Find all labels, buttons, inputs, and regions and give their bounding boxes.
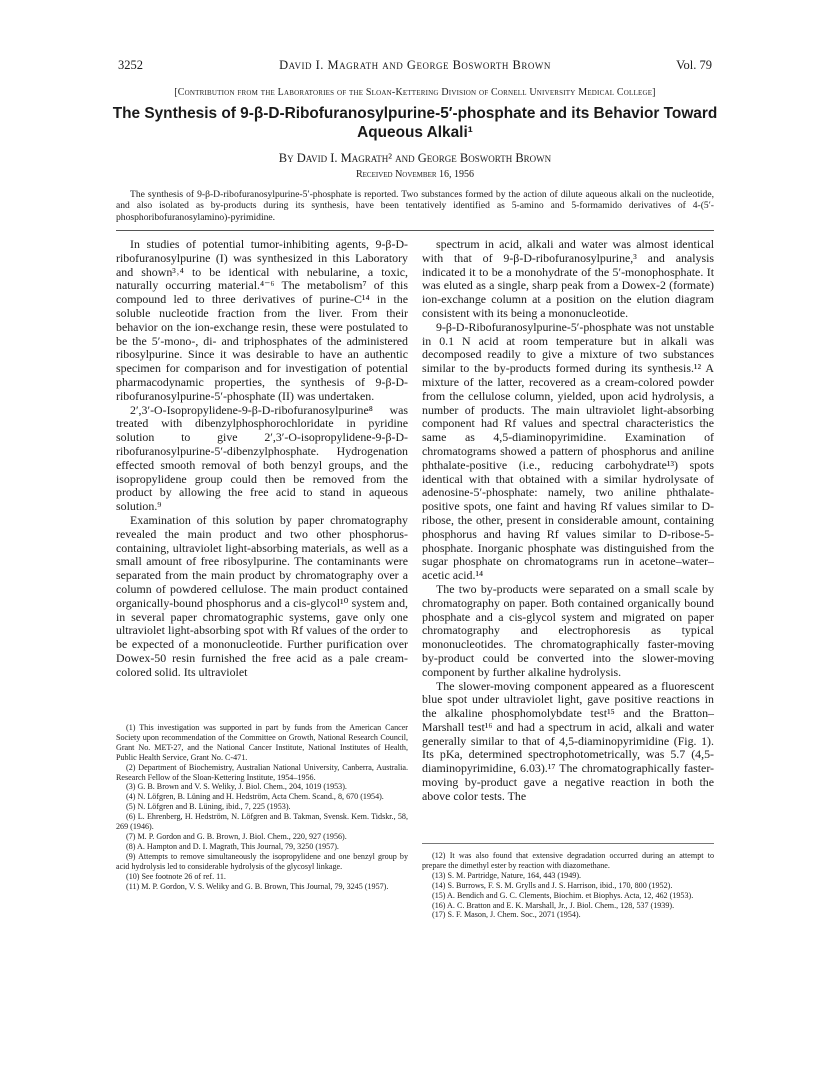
footnote: (13) S. M. Partridge, Nature, 164, 443 (1949). — [432, 870, 582, 880]
body-column-left — [116, 238, 408, 680]
footnote: (5) N. Löfgren and B. Lüning, ibid., 7, 225 (1953). — [126, 802, 291, 812]
footnote: (10) See footnote 26 of ref. 11. — [126, 871, 226, 881]
body-paragraph: 9-β-D-Ribofuranosylpurine-5′-phosphate was not unstable in 0.1 N acid at room temperature but in alkali was decomposed readily to give a mixture of two substances similar to the by-products formed during its synthesis.¹² A mixture of the latter, recovered as a cream-colored powder from the cellulose column, yielded, upon acid hydrolysis, a number of products. The main ultraviolet light-absorbing component had Rf values and spectral characteristics the same as 4,5-diaminopyrimidine. Examination of chromatograms showed a pattern of phosphorus and aniline phthalate-positive (i.e., reducing carbohydrate¹³) spots identical with that obtained with a similar hydrolysate of adenosine-5′-phosphate: namely, two aniline phthalate-positive spots, one faint and having Rf values similar to D-ribose, the other, present in considerable amount, containing phosphorus and having Rf values similar to D-ribose-5-phosphate. Inorganic phosphate was distinguished from the sugar phosphate on chromatograms run in acetone–water–acetic acid.¹⁴ — [422, 319, 714, 583]
body-column-right — [422, 238, 714, 804]
body-paragraph: In studies of potential tumor-inhibiting agents, 9-β-D-ribofuranosylpurine (I) was synthesized in this Laboratory and shown³˒⁴ to be identical with nebularine, a toxic, naturally occurring material.⁴⁻⁶ The metabolism⁷ of this compound led to three derivatives of purine-C¹⁴ in the soluble nucleotide fraction from the liver. From their behavior on the ion-exchange resin, these were postulated to be the 5′-mono-, di- and triphosphates of the administered ribosylpurine. Since it was desirable to have an authentic specimen for comparison and for investigation of potential pharmacodynamic properties, the synthesis of 9-β-D-ribofuranosylpurine-5′-phosphate (II) was undertaken. — [116, 237, 408, 403]
footnote: (12) It was also found that extensive degradation occurred during an attempt to prepare the dimethyl ester by reaction with diazomethane. — [422, 851, 714, 870]
page-number: 3252 — [118, 58, 143, 72]
running-title: David I. Magrath and George Bosworth Brown — [279, 58, 551, 72]
footnote-divider — [422, 843, 714, 844]
abstract-divider — [116, 230, 714, 231]
footnote: (6) L. Ehrenberg, H. Hedström, N. Löfgren and B. Takman, Svensk. Kem. Tidskr., 58, 269 (1946). — [116, 812, 408, 832]
body-paragraph: The slower-moving component appeared as a fluorescent blue spot under ultraviolet light, gave positive reactions in the alkaline phosphomolybdate test¹⁵ and the Bratton–Marshall test¹⁶ and had a spectrum in acid, alkali and water generally similar to that of 4,5-diaminopyrimidine (Fig. 1). Its pKa, determined spectrophotometrically, was 5.7 (4,5-diaminopyrimidine, 6.03).¹⁷ The chromatographically faster-moving by-product gave a negative reaction in both the above color tests. The — [422, 678, 714, 803]
body-paragraph: Examination of this solution by paper chromatography revealed the main product and two other phosphorus-containing, ultraviolet light-absorbing materials, as well as a small amount of free ribosylpurine. The contaminants were separated from the main product by chromatography over a column of powdered cellulose. The main product contained organically-bound phosphorus and a cis-glycol¹⁰ system and, in several paper chromatographic systems, gave only one ultraviolet light-absorbing spot with Rf values of the order to be expected of a mononucleotide. Further purification over Dowex-50 resin furnished the free acid as a pale cream-colored solid. Its ultraviolet — [116, 512, 408, 679]
body-paragraph: spectrum in acid, alkali and water was almost identical with that of 9-β-D-ribofuranosylpurine,³ and analysis indicated it to be a monohydrate of the 5′-monophosphate. It was eluted as a single, sharp peak from a Dowex-2 (formate) ion-exchange column at a position on the elution diagram consistent with its being a mononucleotide. — [422, 237, 714, 320]
abstract: The synthesis of 9-β-D-ribofuranosylpurine-5′-phosphate is reported. Two substances formed by the action of dilute aqueous alkali on the nucleotide, and also isolated as by-products during its synthesis, have been tentatively identified as 5-amino and 5-formamido derivatives of 4-(5′-phosphoribofuranosylamino)-pyrimidine. — [116, 189, 714, 223]
contribution-line: [Contribution from the Laboratories of the Sloan-Kettering Division of Cornell University Medical College] — [174, 87, 656, 98]
footnotes-right — [422, 851, 714, 920]
footnote: (9) Attempts to remove simultaneously the isopropylidene and one benzyl group by acid hydrolysis led to considerable hydrolysis of the glycosyl linkage. — [116, 851, 408, 871]
body-paragraph: 2′,3′-O-Isopropylidene-9-β-D-ribofuranosylpurine⁸ was treated with dibenzylphosphorochloridate in pyridine solution to give 2′,3′-O-isopropylidene-9-β-D-ribofuranosylpurine-5′-dibenzylphosphate. Hydrogenation effected smooth removal of both benzyl groups, and the isopropylidene group could then be removed from the product by allowing the free acid to stand in aqueous solution.⁹ — [116, 402, 408, 514]
volume-label: Vol. 79 — [676, 58, 712, 72]
footnote: (17) S. F. Mason, J. Chem. Soc., 2071 (1954). — [432, 910, 581, 920]
body-paragraph: The two by-products were separated on a small scale by chromatography on paper. Both contained organically bound phosphate and a cis-glycol system and migrated on paper chromatography and electrophoresis as typical mononucleotides. The chromatographically faster-moving by-product could be converted into the slower-moving component by further alkaline hydrolysis. — [422, 581, 714, 679]
footnote: (11) M. P. Gordon, V. S. Weliky and G. B. Brown, This Journal, 79, 3245 (1957). — [126, 881, 389, 891]
footnote: (4) N. Löfgren, B. Lüning and H. Hedström, Acta Chem. Scand., 8, 670 (1954). — [126, 792, 384, 802]
footnote: (1) This investigation was supported in part by funds from the American Cancer Society upon recommendation of the Committee on Growth, National Research Council, Grant No. MET-27, and the National Cancer Institute, National Institutes of Health, Public Health Service, Grant No. C-471. — [116, 723, 408, 762]
footnote: (2) Department of Biochemistry, Australian National University, Canberra, Australia. Research Fellow of the Sloan-Kettering Institute, 1954–1956. — [116, 762, 408, 782]
author-line: By David I. Magrath² and George Bosworth Brown — [278, 151, 552, 165]
received-date: Received November 16, 1956 — [355, 169, 475, 180]
footnote: (15) A. Bendich and G. C. Clements, Biochim. et Biophys. Acta, 12, 462 (1953). — [432, 890, 694, 900]
footnote: (7) M. P. Gordon and G. B. Brown, J. Biol. Chem., 220, 927 (1956). — [126, 831, 347, 841]
article-title: The Synthesis of 9-β-D-Ribofuranosylpurine-5′-phosphate and its Behavior Toward Aqueous Alkali¹ — [112, 105, 718, 141]
footnote: (16) A. C. Bratton and E. K. Marshall, Jr., J. Biol. Chem., 128, 537 (1939). — [432, 900, 675, 910]
footnote: (8) A. Hampton and D. I. Magrath, This Journal, 79, 3250 (1957). — [126, 841, 339, 851]
footnote: (14) S. Burrows, F. S. M. Grylls and J. S. Harrison, ibid., 170, 800 (1952). — [432, 880, 673, 890]
footnote: (3) G. B. Brown and V. S. Weliky, J. Biol. Chem., 204, 1019 (1953). — [126, 782, 347, 792]
footnotes-left — [116, 723, 408, 891]
